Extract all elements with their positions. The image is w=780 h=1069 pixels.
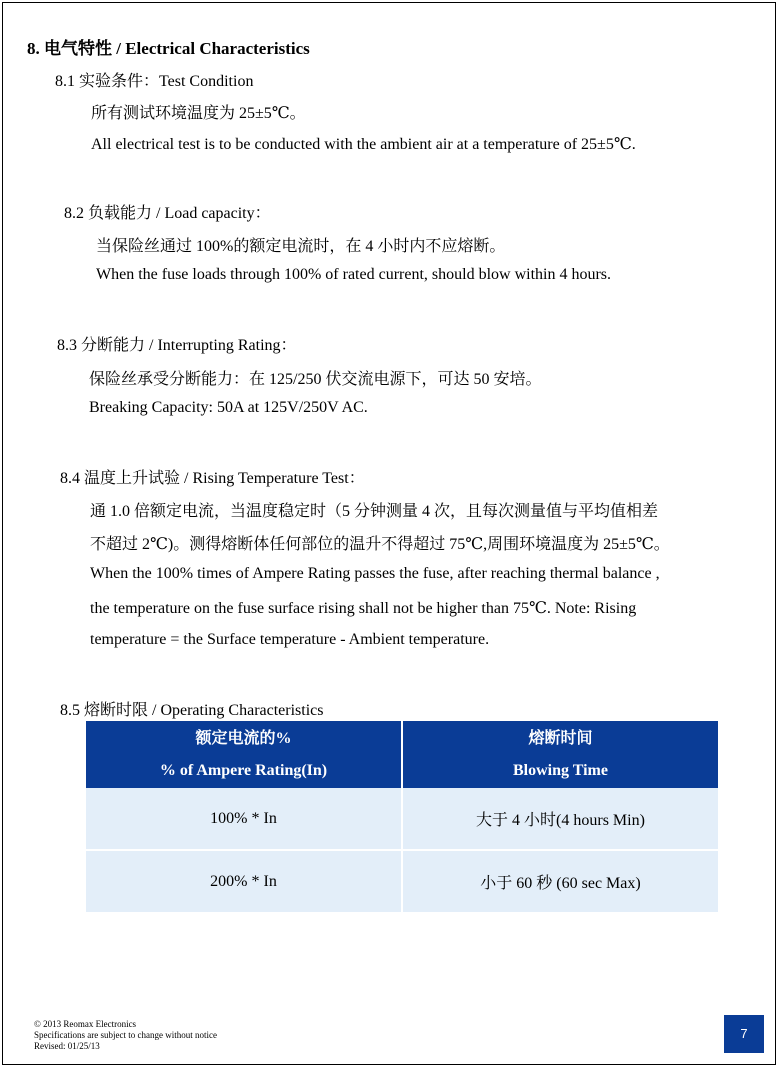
table-row [86, 788, 718, 850]
s82-zh: 当保险丝通过 100%的额定电流时，在 4 小时内不应熔断。 [96, 238, 506, 255]
table-cell-time: 大于 4 小时(4 hours Min) [402, 788, 718, 850]
header-rating-zh: 额定电流的% [195, 729, 292, 747]
header-rating-en: % of Ampere Rating(In) [159, 761, 328, 779]
s82-en: When the fuse loads through 100% of rated current, should blow within 4 hours. [96, 266, 612, 283]
s83-heading: 8.3 分断能力 / Interrupting Rating： [57, 337, 297, 354]
s83-zh: 保险丝承受分断能力：在 125/250 伏交流电源下，可达 50 安培。 [89, 371, 542, 388]
table-cell-rating: 100% * In [86, 788, 402, 850]
s81-en: All electrical test is to be conducted with the ambient air at a temperature of 25±5℃. [91, 136, 636, 153]
footer [34, 1019, 217, 1052]
footer-notice: Specifications are subject to change without notice [34, 1030, 217, 1040]
header-time-en: Blowing Time [513, 761, 608, 779]
s84-en1: When the 100% times of Ampere Rating passes the fuse, after reaching thermal balance , [90, 565, 660, 582]
s84-heading: 8.4 温度上升试验 / Rising Temperature Test： [60, 470, 365, 487]
s81-heading: 8.1 实验条件：Test Condition [55, 73, 254, 90]
s84-zh2: 不超过 2℃)。测得熔断体任何部位的温升不得超过 75℃,周围环境温度为 25±5℃。 [90, 536, 670, 553]
s84-zh1: 通 1.0 倍额定电流，当温度稳定时（5 分钟测量 4 次，且每次测量值与平均值相差 [90, 503, 659, 520]
table-header-row [86, 721, 718, 788]
s85-heading: 8.5 熔断时限 / Operating Characteristics [60, 702, 324, 719]
header-blowing-time [402, 721, 718, 788]
table-row [86, 850, 718, 912]
s81-zh: 所有测试环境温度为 25±5℃。 [91, 105, 306, 122]
page-number: 7 [724, 1015, 764, 1053]
section-title: 8. 电气特性 / Electrical Characteristics [27, 39, 310, 58]
s84-en2: the temperature on the fuse surface rising shall not be higher than 75℃. Note: Rising [90, 600, 637, 617]
s82-heading: 8.2 负载能力 / Load capacity： [64, 205, 271, 222]
table-cell-time: 小于 60 秒 (60 sec Max) [402, 850, 718, 912]
s83-en: Breaking Capacity: 50A at 125V/250V AC. [89, 399, 368, 416]
header-rating [86, 721, 402, 788]
footer-copyright: © 2013 Reomax Electronics [34, 1019, 137, 1029]
operating-characteristics-table [86, 721, 718, 912]
footer-revised: Revised: 01/25/13 [34, 1041, 100, 1051]
s84-en3: temperature = the Surface temperature - Ambient temperature. [90, 631, 490, 648]
table-cell-rating: 200% * In [86, 850, 402, 912]
header-time-zh: 熔断时间 [528, 729, 593, 747]
